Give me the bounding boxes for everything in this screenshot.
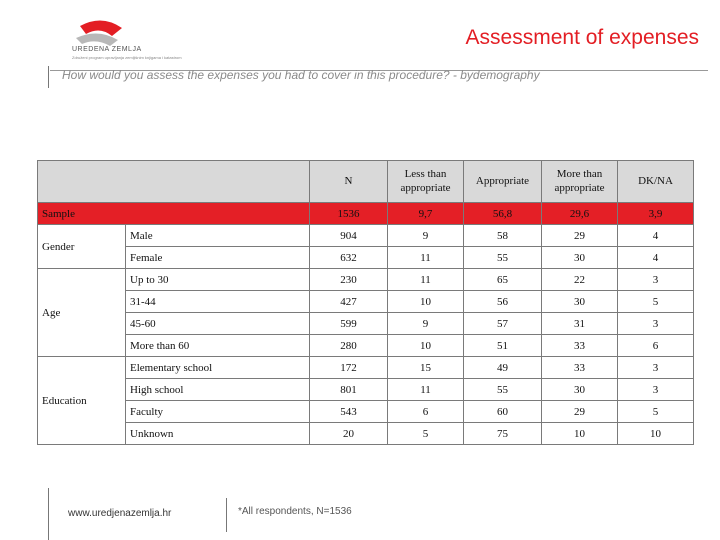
cell: 9,7	[388, 203, 464, 225]
cell: 31	[542, 313, 618, 335]
page-title: Assessment of expenses	[465, 26, 699, 49]
cell: 230	[310, 269, 388, 291]
divider	[226, 498, 227, 532]
cell: 5	[618, 291, 694, 313]
cell: 280	[310, 335, 388, 357]
row-label: Unknown	[126, 423, 310, 445]
row-label: More than 60	[126, 335, 310, 357]
row-label: Female	[126, 247, 310, 269]
cell: 6	[388, 401, 464, 423]
table-row	[38, 313, 694, 335]
cell: 11	[388, 269, 464, 291]
cell: 599	[310, 313, 388, 335]
cell: 4	[618, 225, 694, 247]
table-row	[38, 357, 694, 379]
column-header: Appropriate	[464, 161, 542, 203]
cell: 3	[618, 357, 694, 379]
cell: 56	[464, 291, 542, 313]
cell: 6	[618, 335, 694, 357]
cell: 543	[310, 401, 388, 423]
cell: 30	[542, 291, 618, 313]
cell: 29	[542, 401, 618, 423]
column-header: DK/NA	[618, 161, 694, 203]
row-label: Sample	[38, 203, 310, 225]
cell: 30	[542, 247, 618, 269]
table-row	[38, 401, 694, 423]
row-label: Elementary school	[126, 357, 310, 379]
table-row	[38, 291, 694, 313]
column-header: N	[310, 161, 388, 203]
cell: 11	[388, 379, 464, 401]
divider	[48, 66, 49, 88]
row-label: 45-60	[126, 313, 310, 335]
page-subtitle: How would you assess the expenses you had to cover in this procedure? - bydemography	[62, 68, 540, 82]
cell: 172	[310, 357, 388, 379]
cell: 9	[388, 225, 464, 247]
cell: 29,6	[542, 203, 618, 225]
table-row	[38, 379, 694, 401]
sample-row	[38, 203, 694, 225]
cell: 1536	[310, 203, 388, 225]
cell: 427	[310, 291, 388, 313]
footnote: *All respondents, N=1536	[238, 506, 352, 517]
cell: 5	[388, 423, 464, 445]
cell: 10	[388, 291, 464, 313]
row-label: Up to 30	[126, 269, 310, 291]
cell: 58	[464, 225, 542, 247]
cell: 5	[618, 401, 694, 423]
cell: 55	[464, 247, 542, 269]
cell: 904	[310, 225, 388, 247]
group-label: Age	[38, 269, 126, 357]
logo-name: UREDENA ZEMLJA	[72, 46, 142, 53]
cell: 3	[618, 313, 694, 335]
footer-url[interactable]: www.uredjenazemlja.hr	[68, 508, 172, 519]
cell: 632	[310, 247, 388, 269]
cell: 9	[388, 313, 464, 335]
expenses-table	[37, 160, 694, 445]
cell: 3	[618, 269, 694, 291]
logo-tagline: Združeni program upravljanja zemljišnim knjigama i katastrom	[72, 55, 182, 60]
cell: 33	[542, 357, 618, 379]
table-row	[38, 269, 694, 291]
cell: 20	[310, 423, 388, 445]
table-row	[38, 247, 694, 269]
cell: 30	[542, 379, 618, 401]
cell: 10	[618, 423, 694, 445]
row-label: Faculty	[126, 401, 310, 423]
cell: 3	[618, 379, 694, 401]
cell: 22	[542, 269, 618, 291]
cell: 11	[388, 247, 464, 269]
column-header: More than appropriate	[542, 161, 618, 203]
cell: 51	[464, 335, 542, 357]
divider	[48, 488, 49, 540]
table-row	[38, 225, 694, 247]
cell: 60	[464, 401, 542, 423]
cell: 65	[464, 269, 542, 291]
cell: 57	[464, 313, 542, 335]
cell: 801	[310, 379, 388, 401]
table-row	[38, 335, 694, 357]
row-label: Male	[126, 225, 310, 247]
cell: 3,9	[618, 203, 694, 225]
row-label: High school	[126, 379, 310, 401]
row-label: 31-44	[126, 291, 310, 313]
header-blank	[38, 161, 310, 203]
group-label: Education	[38, 357, 126, 445]
column-header: Less than appropriate	[388, 161, 464, 203]
cell: 4	[618, 247, 694, 269]
cell: 75	[464, 423, 542, 445]
cell: 33	[542, 335, 618, 357]
cell: 15	[388, 357, 464, 379]
cell: 29	[542, 225, 618, 247]
cell: 10	[388, 335, 464, 357]
cell: 10	[542, 423, 618, 445]
group-label: Gender	[38, 225, 126, 269]
table-header-row	[38, 161, 694, 203]
cell: 56,8	[464, 203, 542, 225]
cell: 55	[464, 379, 542, 401]
cell: 49	[464, 357, 542, 379]
table-row	[38, 423, 694, 445]
